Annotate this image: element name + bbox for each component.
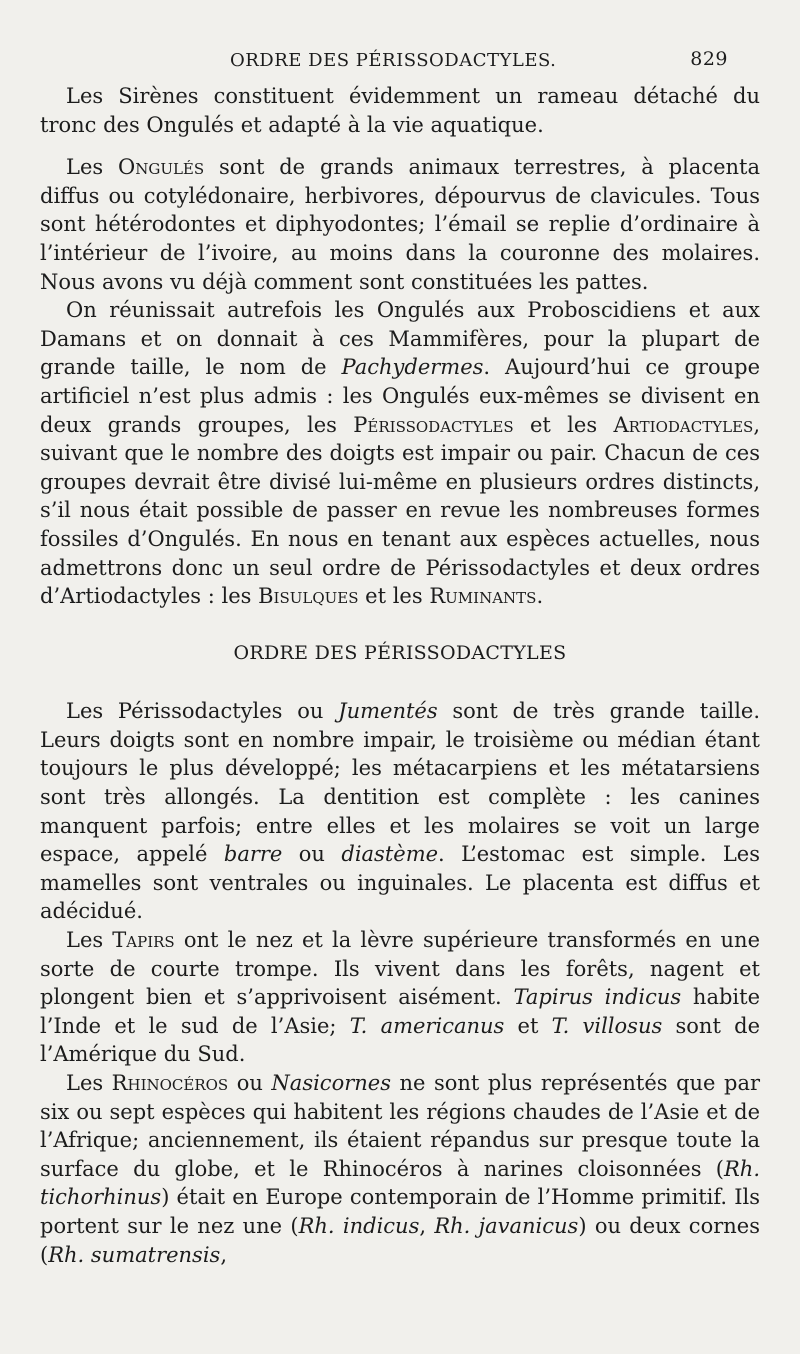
- section-heading: ORDRE DES PÉRISSODACTYLES: [233, 641, 567, 664]
- species-rh-indicus: Rh. indicus: [298, 1213, 420, 1238]
- text-run: Les: [66, 928, 113, 953]
- text-run: ) ou deux cornes (: [40, 1213, 760, 1267]
- running-title: ORDRE DES PÉRISSODACTYLES.: [230, 50, 557, 71]
- term-ruminants: Ruminants: [429, 584, 537, 609]
- text-run: Les: [66, 1071, 112, 1095]
- text-run: ,: [419, 1213, 435, 1238]
- species-rh-tichorhinus: Rh. tichorhinus: [40, 1156, 760, 1210]
- text-run: habite l’Inde et le sud de l’Asie;: [40, 985, 760, 1038]
- term-rhinoceros: Rhinocéros: [111, 1071, 229, 1095]
- term-nasicornes: Nasicornes: [271, 1071, 391, 1095]
- text-run: Les Périssodactyles ou: [66, 699, 339, 724]
- paragraph-jumentes: [40, 697, 760, 926]
- running-header: [60, 46, 728, 78]
- term-perissodactyles: Périssodactyles: [353, 412, 514, 437]
- term-pachydermes: Pachydermes: [341, 355, 484, 380]
- paragraph-ongules: [40, 153, 760, 296]
- text-run: ) était en Europe contemporain de l’Homme primitif. Ils portent sur le nez une (: [40, 1185, 760, 1238]
- text-run: et: [504, 1013, 552, 1038]
- text-run: sont de très grande taille. Leurs doigts sont en nombre impair, le troisième ou médian étant toujours le plus développé; les métacarpiens et les métatarsiens sont très allongés. La dentition est complète : les canines manquent parfois; entre elles et les molaires se voit un large espace, appelé: [40, 699, 761, 867]
- paragraph-tapirs: [40, 926, 760, 1069]
- species-rh-sumatrensis: Rh. sumatrensis: [48, 1242, 221, 1267]
- text-run: .: [536, 584, 544, 609]
- text-run: ont le nez et la lèvre supérieure transformés en une sorte de courte trompe. Ils vivent dans les forêts, nagent et plongent bien et s’apprivoisent aisément.: [40, 928, 760, 1010]
- text-run: On réunissait autrefois les Ongulés aux Proboscidiens et aux Damans et on donnait à ces Mammifères, pour la plupart de grande taille, le nom de: [40, 298, 760, 380]
- text-run: et les: [513, 412, 614, 437]
- text-run: ou: [228, 1071, 272, 1095]
- body-text: [40, 82, 760, 1269]
- term-artiodactyles: Artiodactyles: [613, 412, 754, 437]
- text-run: Les: [66, 155, 118, 180]
- text-run: ,: [220, 1242, 228, 1267]
- text-run: sont de grands animaux terrestres, à placenta diffus ou cotylédonaire, herbivores, dépourvus de clavicules. Tous sont hétérodontes et diphyodontes; l’émail se replie d’ordinaire à l’intérieur de l’ivoire, au moins dans la couronne des molaires. Nous avons vu déjà comment sont constituées les pattes.: [40, 155, 760, 294]
- text-run: , suivant que le nombre des doigts est impair ou pair. Chacun de ces groupes devrait être divisé lui-même en plusieurs ordres distincts, s’il nous était possible de passer en revue les nombreuses formes fossiles d’Ongulés. En nous en tenant aux espèces actuelles, nous admettrons donc un seul ordre de Périssodactyles et deux ordres d’Artiodactyles : les: [40, 412, 760, 609]
- term-diasteme: diastème: [341, 842, 439, 867]
- species-rh-javanicus: Rh. javanicus: [434, 1213, 579, 1238]
- text-run: ou: [282, 842, 342, 867]
- paragraph-sirenes: Les Sirènes constituent évidemment un rameau détaché du tronc des Ongulés et adapté à la vie aquatique.: [40, 84, 760, 137]
- term-tapirs: Tapirs: [112, 928, 175, 953]
- paragraph-rhinoceros: [40, 1069, 760, 1269]
- page-number: 829: [690, 48, 728, 70]
- text-run: et les: [358, 584, 430, 609]
- paragraph-classification: [40, 296, 760, 611]
- text-run: sont de l’Amérique du Sud.: [40, 1013, 760, 1067]
- text-run: ne sont plus représentés que par six ou sept espèces qui habitent les régions chaudes de l’Asie et de l’Afrique; anciennement, ils étaient répandus sur presque toute la surface du globe, et le Rhinocéros à narines cloisonnées (: [40, 1071, 760, 1181]
- species-t-villosus: T. villosus: [551, 1013, 663, 1038]
- term-bisulques: Bisulques: [258, 584, 359, 609]
- term-barre: barre: [223, 842, 283, 867]
- term-jumentes: Jumentés: [338, 699, 438, 724]
- text-run: . L’estomac est simple. Les mamelles sont ventrales ou inguinales. Le placenta est diffus et adécidué.: [40, 842, 760, 924]
- term-ongules: Ongulés: [118, 155, 205, 180]
- species-tapirus-indicus: Tapirus indicus: [513, 985, 682, 1010]
- text-run: . Aujourd’hui ce groupe artificiel n’est plus admis : les Ongulés eux-mêmes se divisent en deux grands groupes, les: [40, 355, 760, 437]
- species-t-americanus: T. americanus: [349, 1013, 505, 1038]
